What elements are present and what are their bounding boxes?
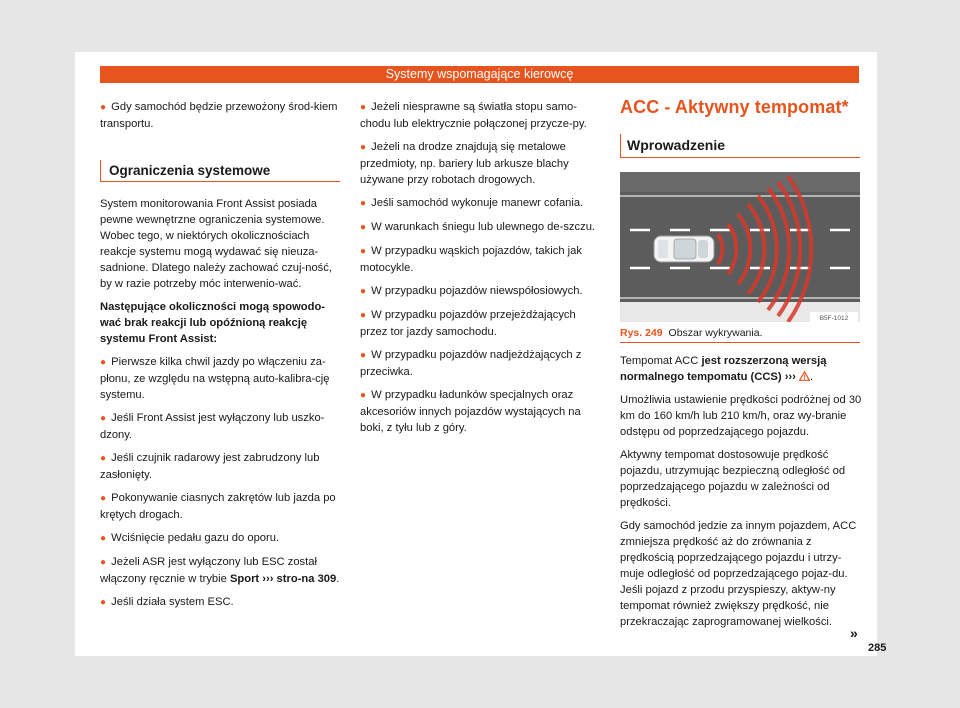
bullet-icon: ● <box>360 350 367 361</box>
column-3-body <box>620 353 864 637</box>
section-heading: ACC - Aktywny tempomat* <box>620 97 849 117</box>
list-item: ● Pierwsze kilka chwil jazdy po włączeniu za-płonu, ze względu na wstępną auto-kalibra-cję systemu. <box>100 356 330 401</box>
column-2 <box>360 99 604 443</box>
bullet-icon: ● <box>360 286 367 297</box>
paragraph: System monitorowania Front Assist posiada pewne wewnętrzne ograniczenia systemowe. Wobec tego, w niektórych okolicznościach reakcje systemu mogą wydawać się nieuza-sadnione. Dlatego należy zachować czuj-ność, by w razie potrzeby móc interwenio-wać. <box>100 198 332 290</box>
list-item: ● W przypadku wąskich pojazdów, takich jak motocykle. <box>360 245 582 274</box>
page-header: Systemy wspomagające kierowcę <box>100 66 859 83</box>
list-item: ● Jeżeli niesprawne są światła stopu samo-chodu lub elektrycznie połączonej przycze-py. <box>360 101 587 130</box>
figure-caption <box>620 326 860 343</box>
continue-mark: » <box>850 625 858 641</box>
bullet-icon: ● <box>100 357 107 368</box>
paragraph: Gdy samochód jedzie za innym pojazdem, ACC zmniejsza prędkość aż do zrównania z prędkością poprzedzającego pojazdu i utrzy-muje odległość od poprzedzającego pojaz-du. Jeśli pojazd z przodu przyspieszy, aktyw-ny tempomat również zwiększy prędkość, nie przekraczając zaprogramowanej wielkości. <box>620 520 857 628</box>
road-illustration <box>620 172 860 322</box>
column-1 <box>100 99 344 139</box>
detection-area-figure <box>620 172 860 322</box>
bullet-icon: ● <box>360 102 367 113</box>
list-item: ● Jeśli samochód wykonuje manewr cofania. <box>360 197 584 209</box>
list-item: ● Jeżeli ASR jest wyłączony lub ESC został włączony ręcznie w trybie Sport ››› stro-na 309. <box>100 556 340 585</box>
list-item: ● Jeśli czujnik radarowy jest zabrudzony lub zasłonięty. <box>100 452 320 481</box>
bullet-icon: ● <box>360 142 367 153</box>
bullet-icon: ● <box>360 198 367 209</box>
list-item: ● W przypadku pojazdów niewspółosiowych. <box>360 285 583 297</box>
figure-number: Rys. 249 <box>620 327 663 339</box>
paragraph: Tempomat ACC jest rozszerzoną wersją normalnego tempomatu (CCS) ››› . <box>620 355 827 383</box>
warning-icon[interactable] <box>799 371 810 381</box>
bullet-icon: ● <box>360 246 367 257</box>
paragraph: Umożliwia ustawienie prędkości podróżnej od 30 km do 160 km/h lub 210 km/h, oraz wy-branie odstępu od poprzedzającego pojazdu. <box>620 394 862 438</box>
list-item: ● W przypadku ładunków specjalnych oraz akcesoriów innych pojazdów wystających na boki, z tyłu lub z góry. <box>360 389 581 434</box>
page-number: 285 <box>868 642 887 654</box>
figure-code: B5F-1012 <box>819 315 849 322</box>
bullet-icon: ● <box>100 533 107 544</box>
section-title: Ograniczenia systemowe <box>100 160 340 182</box>
bullet-icon: ● <box>100 413 107 424</box>
bullet-icon: ● <box>100 597 107 608</box>
paragraph: Aktywny tempomat dostosowuje prędkość pojazdu, utrzymując bezpieczną odległość od poprzedzającego pojazdu w zależności od prędkości. <box>620 449 846 509</box>
list-item: ● Wciśnięcie pedału gazu do oporu. <box>100 532 280 544</box>
bullet-icon: ● <box>360 222 367 233</box>
car-icon <box>654 236 714 262</box>
column-1-body <box>100 196 344 618</box>
list-item: ● W przypadku pojazdów przejeżdżających przez tor jazdy samochodu. <box>360 309 576 338</box>
intro-item: ● Gdy samochód będzie przewożony środ-kiem transportu. <box>100 101 338 130</box>
list-item: ● W warunkach śniegu lub ulewnego de-szczu. <box>360 221 596 233</box>
list-item: ● Jeśli Front Assist jest wyłączony lub uszko-dzony. <box>100 412 325 441</box>
bullet-icon: ● <box>100 453 107 464</box>
list-item: ● Pokonywanie ciasnych zakrętów lub jazda po krętych drogach. <box>100 492 336 521</box>
subsection-title: Wprowadzenie <box>620 134 860 158</box>
list-item: ● W przypadku pojazdów nadjeżdżających z przeciwka. <box>360 349 582 378</box>
list-item: ● Jeśli działa system ESC. <box>100 596 234 608</box>
list-item: ● Jeżeli na drodze znajdują się metalowe przedmioty, np. bariery lub arkusze blachy używane przy robotach drogowych. <box>360 141 569 186</box>
figure-caption-text: Obszar wykrywania. <box>668 327 763 339</box>
bullet-icon: ● <box>100 102 107 113</box>
bullet-list <box>100 354 344 547</box>
bullet-icon: ● <box>360 310 367 321</box>
bold-heading: Następujące okoliczności mogą spowodo-wać brak reakcji lub opóźnioną reakcję systemu Front Assist: <box>100 301 326 345</box>
bullet-icon: ● <box>360 390 367 401</box>
bullet-icon: ● <box>100 493 107 504</box>
bullet-icon: ● <box>100 557 107 568</box>
